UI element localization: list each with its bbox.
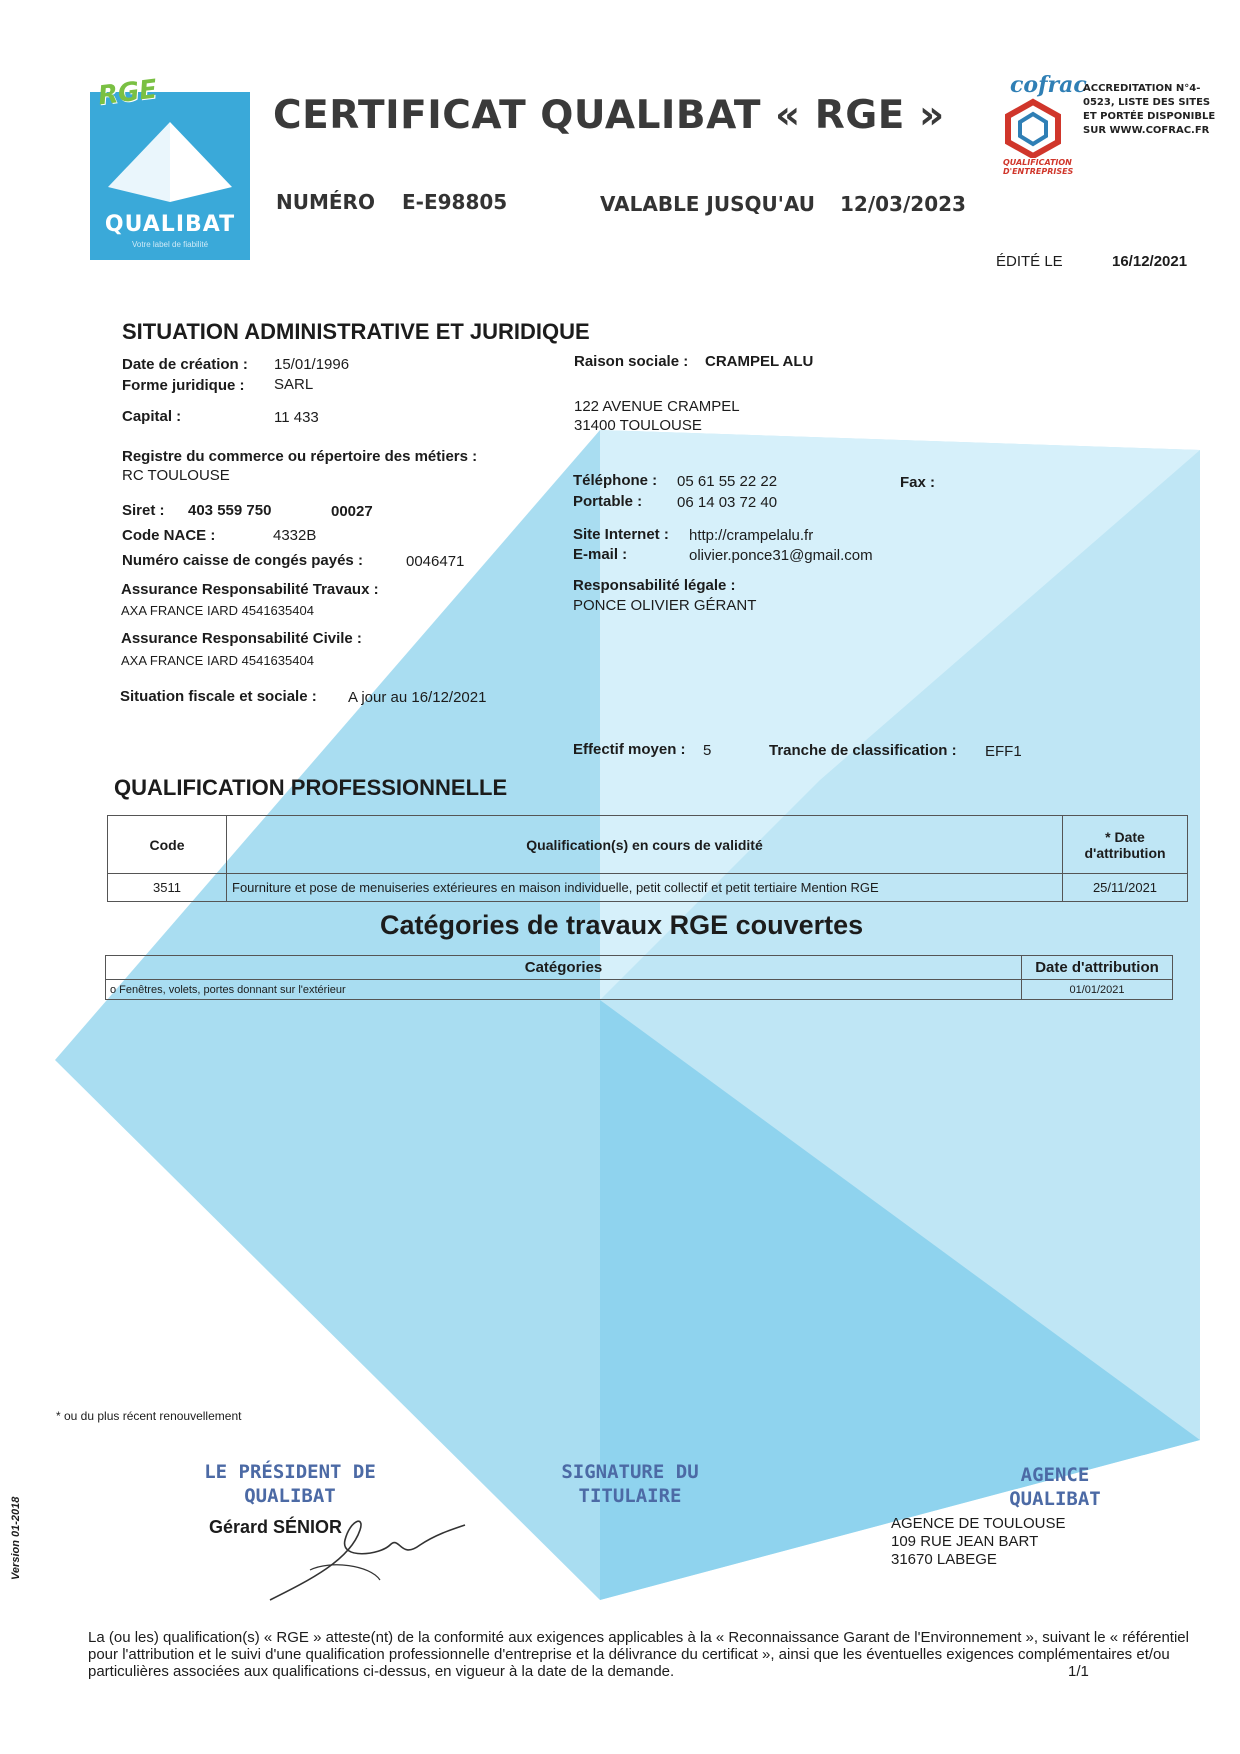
logo-name: QUALIBAT [104, 212, 236, 237]
address-line2: 31400 TOULOUSE [574, 417, 702, 434]
cofrac-hexagon-icon [1000, 98, 1066, 158]
accreditation-text: ACCREDITATION N°4-0523, LISTE DES SITES ET PORTÉE DISPONIBLE SUR WWW.COFRAC.FR [1083, 83, 1216, 136]
valable-value: 12/03/2023 [840, 192, 966, 216]
version-label: Version 01-2018 [10, 1496, 22, 1580]
agence-title: AGENCE QUALIBAT [1009, 1464, 1101, 1510]
resp-label: Responsabilité légale : [573, 577, 736, 594]
rge-mark: RGE [96, 74, 159, 112]
forme-label: Forme juridique : [122, 377, 245, 394]
valable-label: VALABLE JUSQU'AU [600, 192, 815, 216]
assur-travaux-label: Assurance Responsabilité Travaux : [121, 581, 379, 598]
caisse-value: 0046471 [406, 553, 465, 570]
assur-civile-label: Assurance Responsabilité Civile : [121, 630, 362, 647]
page-number: 1/1 [1068, 1663, 1089, 1680]
col-date: * Date d'attribution [1063, 816, 1188, 874]
siret-suffix: 00027 [331, 503, 373, 520]
fiscale-value: A jour au 16/12/2021 [348, 689, 487, 706]
assur-travaux-value: AXA FRANCE IARD 4541635404 [121, 603, 314, 618]
nace-label: Code NACE : [122, 527, 216, 544]
edite-value: 16/12/2021 [1112, 253, 1188, 270]
raison-value: CRAMPEL ALU [705, 353, 814, 370]
qualification-heading: QUALIFICATION PROFESSIONNELLE [114, 775, 508, 800]
admin-heading: SITUATION ADMINISTRATIVE ET JURIDIQUE [122, 319, 590, 344]
capital-label: Capital : [122, 408, 182, 425]
category-date: 01/01/2021 [1022, 980, 1173, 1000]
qualif-code: 3511 [108, 874, 227, 902]
resp-value: PONCE OLIVIER GÉRANT [573, 597, 757, 614]
caisse-label: Numéro caisse de congés payés : [122, 552, 363, 569]
logo-tagline: Votre label de fiabilité [131, 240, 209, 249]
forme-value: SARL [274, 376, 314, 393]
nace-value: 4332B [273, 527, 317, 544]
col-code: Code [108, 816, 227, 874]
col-cat-date: Date d'attribution [1022, 956, 1173, 980]
capital-value: 11 433 [274, 409, 319, 426]
fax-label: Fax : [900, 474, 936, 491]
site-value: http://crampelalu.fr [689, 527, 814, 544]
effectif-value: 5 [703, 742, 712, 759]
fiscale-label: Situation fiscale et sociale : [120, 688, 317, 705]
email-value: olivier.ponce31@gmail.com [689, 547, 873, 564]
table-row [106, 980, 1173, 1000]
address-line1: 122 AVENUE CRAMPEL [574, 398, 740, 415]
category-label: o Fenêtres, volets, portes donnant sur l'extérieur [106, 980, 1022, 1000]
registre-label: Registre du commerce ou répertoire des métiers : [122, 448, 478, 465]
siret-label: Siret : [122, 502, 165, 519]
tel-label: Téléphone : [573, 472, 658, 489]
president-title: LE PRÉSIDENT DE QUALIBAT [204, 1461, 376, 1507]
titulaire-title: SIGNATURE DU TITULAIRE [561, 1461, 699, 1507]
agence-line2: 109 RUE JEAN BART [891, 1533, 1039, 1550]
qualif-date: 25/11/2021 [1063, 874, 1188, 902]
col-categories: Catégories [106, 956, 1022, 980]
agence-line3: 31670 LABEGE [891, 1551, 997, 1568]
footer-text: La (ou les) qualification(s) « RGE » atteste(nt) de la conformité aux exigences applicables à la « Reconnaissance Garant de l'Environnement », suivant le « référentiel pour l'attribution et le suivi d'une qualification professionnelle d'entreprise et la délivrance du certificat », ainsi que les éventuelles exigences complémentaires et/ou particulières associées aux qualifications ci-dessus, en vigueur à la date de la demande. [88, 1629, 1189, 1680]
categories-heading: Catégories de travaux RGE couvertes [380, 910, 864, 940]
portable-label: Portable : [573, 493, 643, 510]
portable-value: 06 14 03 72 40 [677, 494, 778, 511]
effectif-label: Effectif moyen : [573, 741, 686, 758]
assur-civile-value: AXA FRANCE IARD 4541635404 [121, 653, 314, 668]
date-creation-label: Date de création : [122, 356, 248, 373]
president-name: Gérard SÉNIOR [209, 1517, 343, 1537]
tranche-value: EFF1 [985, 743, 1022, 760]
qualification-table [107, 815, 1188, 902]
footnote: * ou du plus récent renouvellement [56, 1409, 242, 1423]
tel-value: 05 61 55 22 22 [677, 473, 778, 490]
cofrac-word: cofrac [1010, 72, 1087, 98]
categories-table [105, 955, 1173, 1000]
date-creation-value: 15/01/1996 [274, 356, 350, 373]
agence-line1: AGENCE DE TOULOUSE [891, 1515, 1066, 1532]
col-qualification: Qualification(s) en cours de validité [227, 816, 1063, 874]
numero-value: E-E98805 [402, 190, 508, 214]
qualif-label: Fourniture et pose de menuiseries extérieures en maison individuelle, petit collectif et petit tertiaire Mention RGE [227, 874, 1063, 902]
email-label: E-mail : [573, 546, 628, 563]
cofrac-sub: QUALIFICATION D'ENTREPRISES [1003, 158, 1074, 176]
raison-label: Raison sociale : [574, 353, 689, 370]
page-title: CERTIFICAT QUALIBAT « RGE » [273, 93, 945, 138]
numero-label: NUMÉRO [276, 190, 375, 214]
president-signature-icon [250, 1500, 470, 1610]
site-label: Site Internet : [573, 526, 669, 543]
tranche-label: Tranche de classification : [769, 742, 957, 759]
registre-value: RC TOULOUSE [122, 467, 230, 484]
table-row [108, 874, 1188, 902]
siret-value: 403 559 750 [188, 502, 272, 519]
edite-label: ÉDITÉ LE [996, 253, 1063, 270]
